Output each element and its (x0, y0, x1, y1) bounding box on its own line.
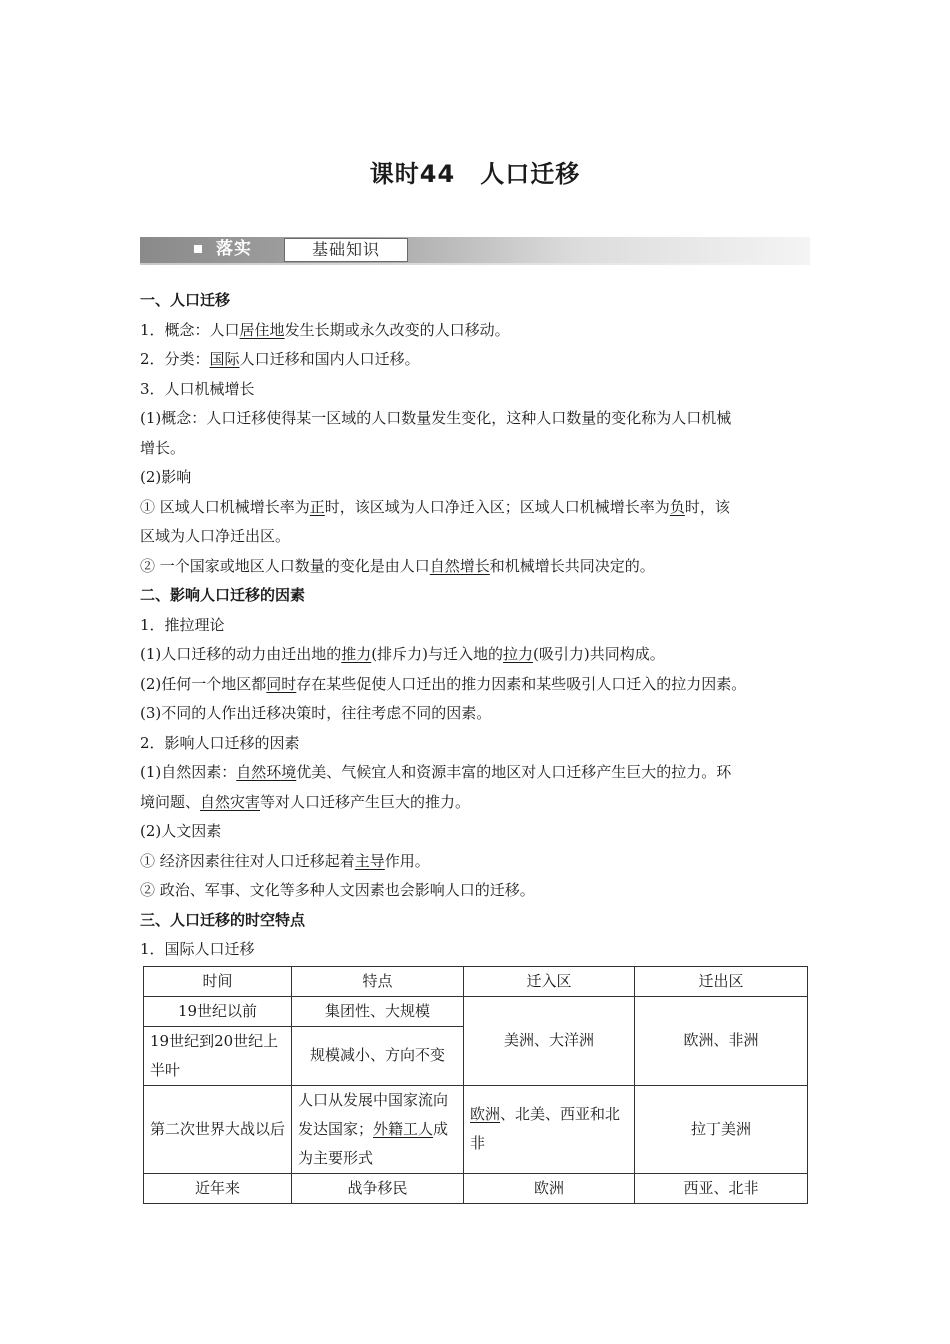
answer-blank: 自然环境 (236, 763, 297, 781)
paragraph: (1)自然因素：自然环境优美、气候宜人和资源丰富的地区对人口迁移产生巨大的拉力。环 (140, 763, 732, 781)
section-heading-factors: 二、影响人口迁移的因素 (140, 586, 306, 604)
migration-table (143, 966, 808, 1204)
banner-label-right: 基础知识 (284, 238, 408, 262)
answer-blank: 自然增长 (429, 556, 490, 575)
section-heading-patterns: 三、人口迁移的时空特点 (140, 910, 306, 929)
document-body (140, 286, 810, 1204)
paragraph: 2．影响人口迁移的因素 (140, 733, 300, 752)
table-cell: 欧洲、北美、西亚和北非 (464, 1085, 635, 1173)
answer-blank: 推力 (341, 645, 372, 663)
table-header-row (144, 966, 808, 996)
banner-underline (140, 263, 810, 265)
table-cell: 集团性、大规模 (292, 996, 464, 1026)
table-header: 时间 (144, 966, 292, 996)
paragraph: (2)任何一个地区都同时存在某些促使人口迁出的推力因素和某些吸引人口迁入的拉力因素。 (140, 674, 747, 693)
table-cell: 第二次世界大战以后 (144, 1085, 292, 1173)
table-row (144, 1085, 808, 1173)
answer-blank: 居住地 (239, 320, 285, 339)
paragraph: (1)人口迁移的动力由迁出地的推力(排斥力)与迁入地的拉力(吸引力)共同构成。 (140, 645, 665, 663)
paragraph: ② 一个国家或地区人口数量的变化是由人口自然增长和机械增长共同决定的。 (140, 556, 655, 575)
paragraph: ② 政治、军事、文化等多种人文因素也会影响人口的迁移。 (140, 881, 535, 899)
table-header: 迁出区 (635, 966, 808, 996)
paragraph: 1．概念：人口居住地发生长期或永久改变的人口移动。 (140, 320, 510, 339)
table-cell: 规模减小、方向不变 (292, 1026, 464, 1085)
table-cell: 19世纪到20世纪上半叶 (144, 1026, 292, 1085)
paragraph: 2．分类：国际人口迁移和国内人口迁移。 (140, 350, 420, 368)
answer-blank: 外籍工人 (373, 1119, 434, 1138)
square-bullet-icon (194, 245, 202, 253)
paragraph: 增长。 (140, 438, 186, 457)
page-title: 课时44 人口迁移 (369, 160, 581, 188)
paragraph: ① 经济因素往往对人口迁移起着主导作用。 (140, 851, 430, 870)
table-row (144, 1173, 808, 1203)
banner-label-left: 落实 (216, 239, 252, 259)
table-cell: 美洲、大洋洲 (464, 996, 635, 1085)
table-cell: 西亚、北非 (635, 1173, 808, 1203)
answer-blank: 同时 (266, 674, 297, 693)
table-cell: 人口从发展中国家流向发达国家；外籍工人成为主要形式 (292, 1085, 464, 1173)
table-cell: 19世纪以前 (144, 996, 292, 1026)
answer-blank: 欧洲 (470, 1105, 501, 1123)
paragraph: 3．人口机械增长 (140, 379, 255, 398)
paragraph: (2)影响 (140, 468, 192, 486)
answer-blank: 负 (669, 497, 685, 516)
paragraph: 1．推拉理论 (140, 615, 225, 634)
table-cell: 欧洲、非洲 (635, 996, 808, 1085)
table-cell: 欧洲 (464, 1173, 635, 1203)
table-cell: 近年来 (144, 1173, 292, 1203)
answer-blank: 主导 (354, 851, 385, 870)
paragraph: (3)不同的人作出迁移决策时，往往考虑不同的因素。 (140, 704, 492, 722)
paragraph: 1．国际人口迁移 (140, 940, 255, 958)
paragraph: 境问题、自然灾害等对人口迁移产生巨大的推力。 (140, 792, 471, 811)
table-cell: 拉丁美洲 (635, 1085, 808, 1173)
paragraph: 区域为人口净迁出区。 (140, 527, 291, 545)
section-heading-migration: 一、人口迁移 (140, 291, 231, 309)
paragraph: ① 区域人口机械增长率为正时，该区域为人口净迁入区；区域人口机械增长率为负时，该 (140, 497, 730, 516)
table-row (144, 996, 808, 1026)
answer-blank: 正 (309, 497, 325, 516)
answer-blank: 自然灾害 (200, 792, 261, 811)
answer-blank: 拉力 (502, 645, 533, 663)
paragraph: (2)人文因素 (140, 822, 222, 840)
table-cell: 战争移民 (292, 1173, 464, 1203)
paragraph: (1)概念：人口迁移使得某一区域的人口数量发生变化，这种人口数量的变化称为人口机械 (140, 409, 732, 427)
table-header: 迁入区 (464, 966, 635, 996)
section-banner (140, 237, 810, 265)
table-header: 特点 (292, 966, 464, 996)
answer-blank: 国际 (209, 350, 240, 368)
